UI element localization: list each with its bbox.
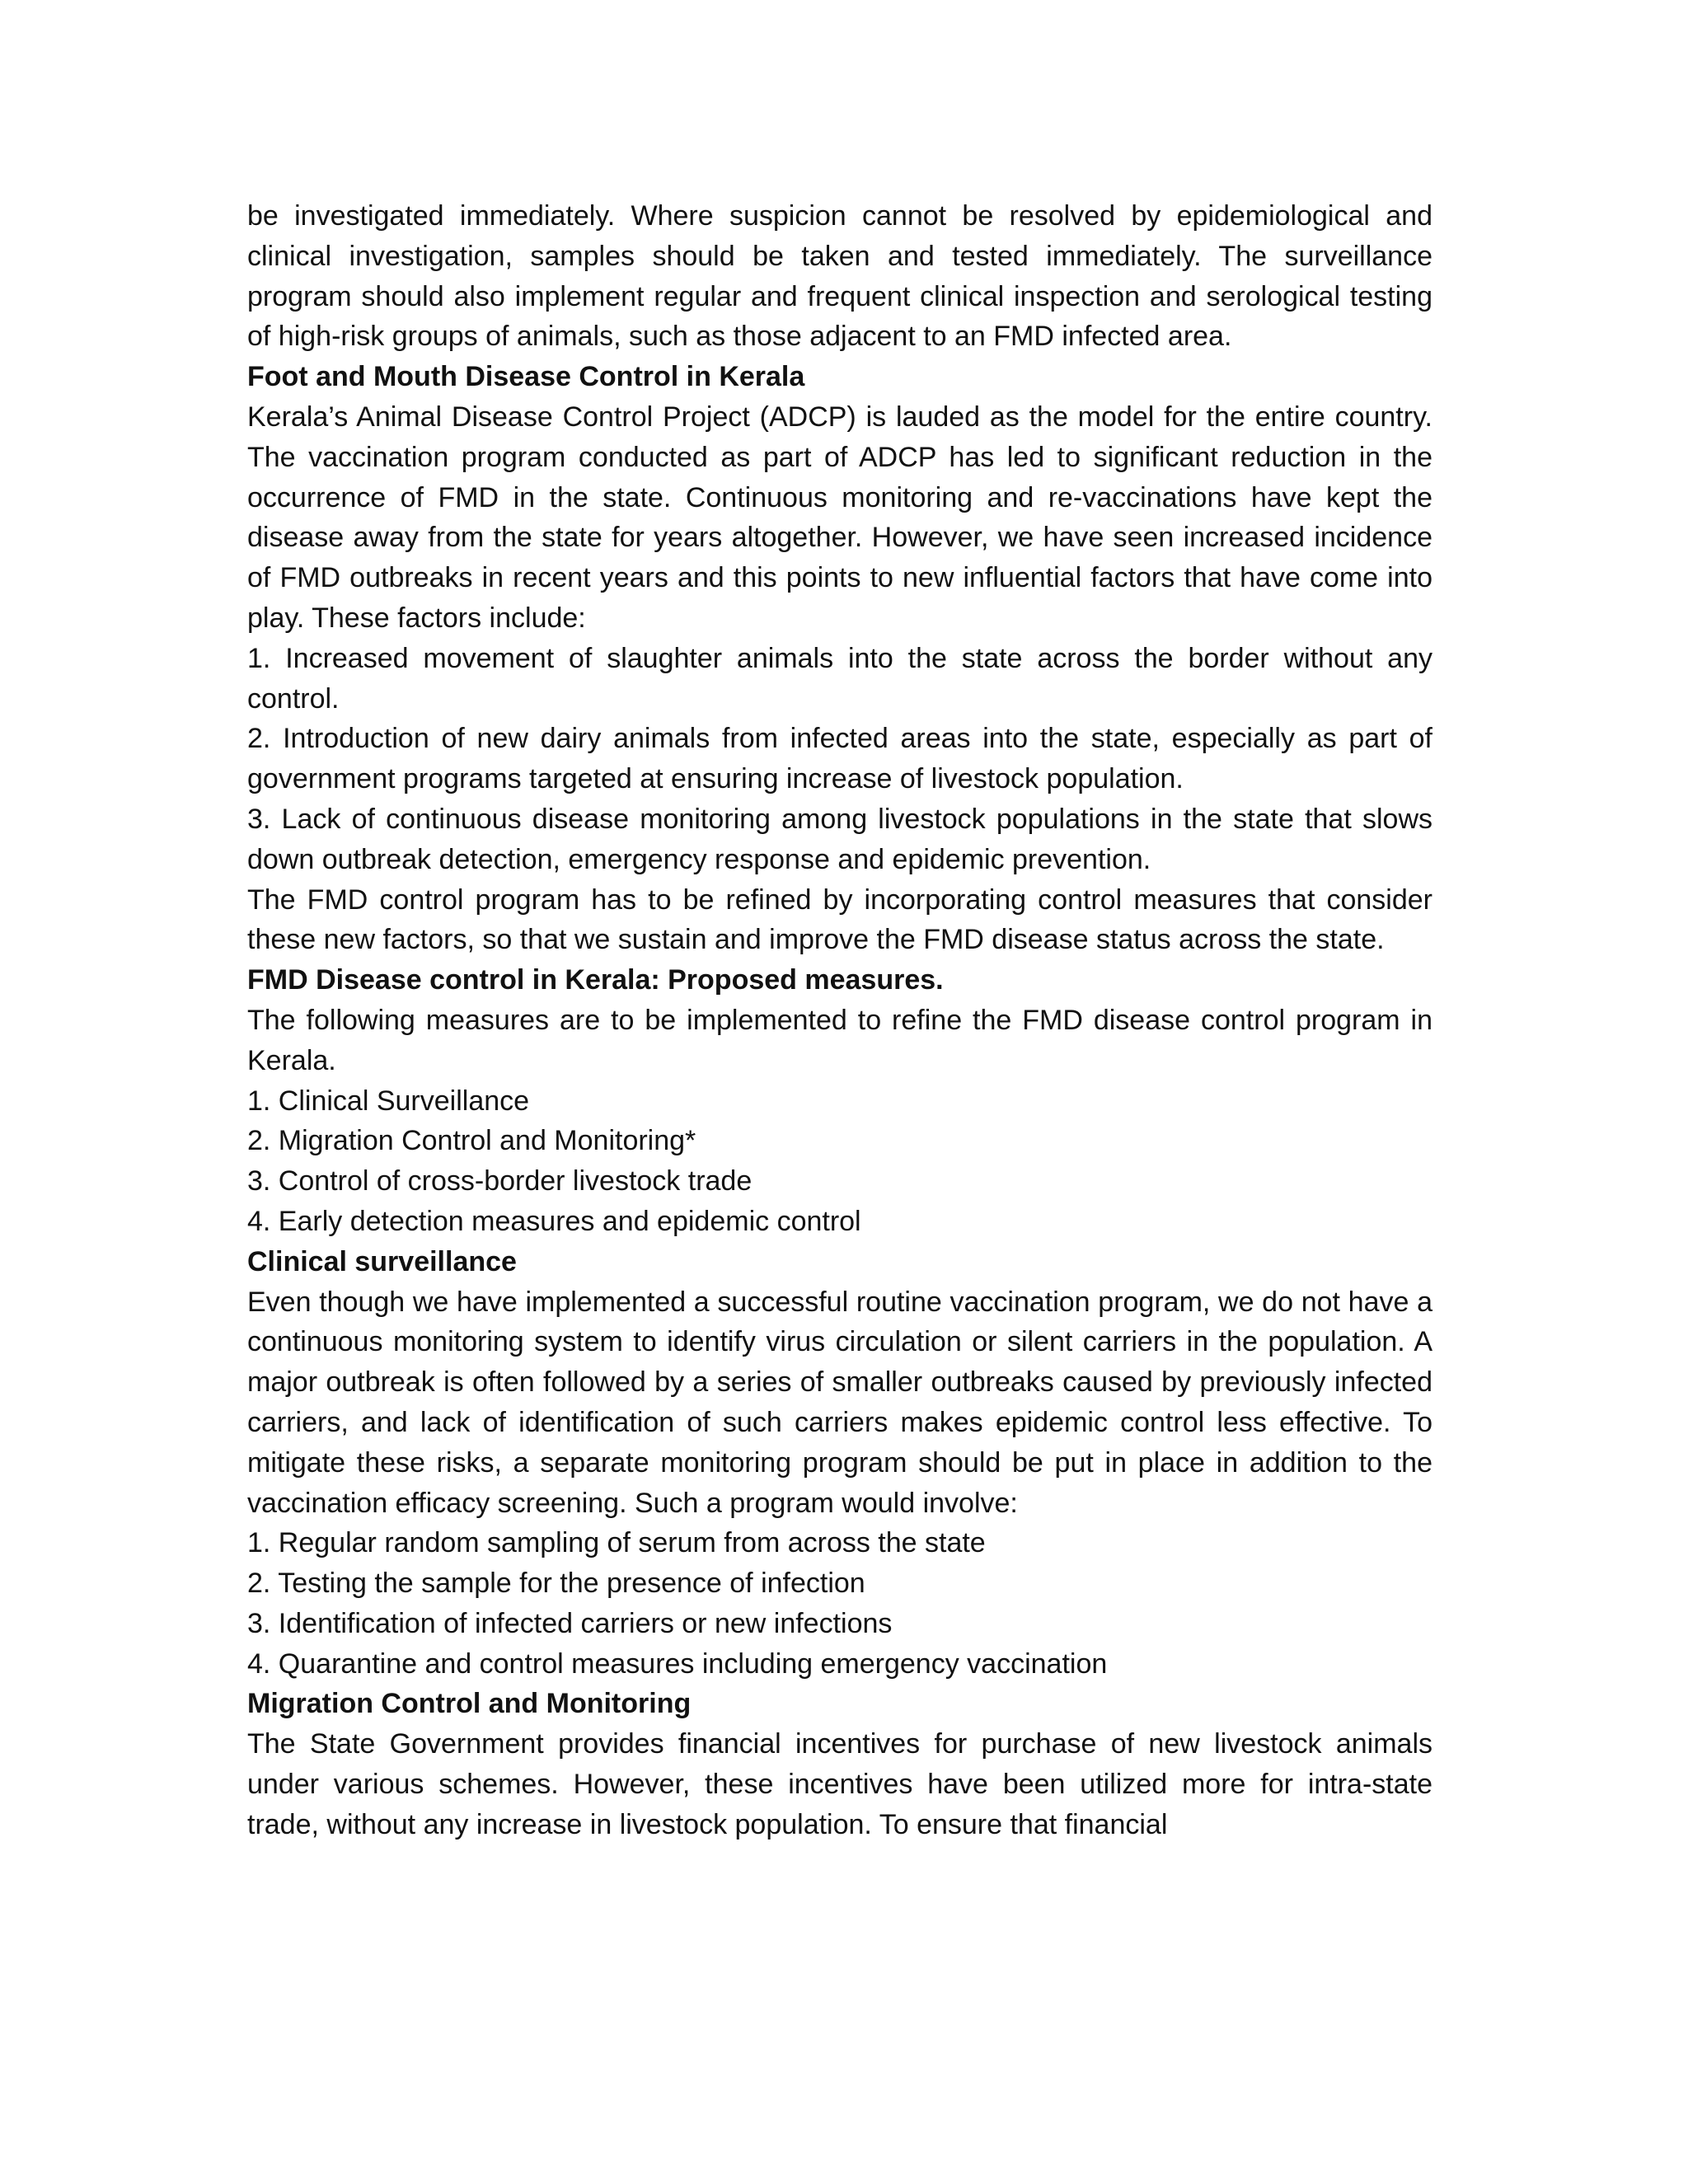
measure-item-1: 1. Clinical Surveillance: [247, 1085, 530, 1117]
surveillance-item-2: 2. Testing the sample for the presence of infection: [247, 1568, 865, 1600]
heading-proposed-measures: FMD Disease control in Kerala: Proposed measures.: [247, 964, 944, 996]
surveillance-item-1: 1. Regular random sampling of serum from across the state: [247, 1527, 986, 1559]
kerala-closing-paragraph: The FMD control program has to be refined by incorporating control measures that consider these new factors, so that we sustain and improve the FMD disease status across the state.: [247, 883, 1432, 956]
measure-item-4: 4. Early detection measures and epidemic control: [247, 1205, 861, 1237]
surveillance-paragraph: Even though we have implemented a successful routine vaccination program, we do not have a continuous monitoring system to identify virus circulation or silent carriers in the population. A major outbreak is often followed by a series of smaller outbreaks caused by previously infected carriers, and lack of identification of such carriers makes epidemic control less effective. To mitigate these risks, a separate monitoring program should be put in place in addition to the vaccination efficacy screening. Such a program would involve:: [247, 1286, 1432, 1519]
measure-item-2: 2. Migration Control and Monitoring*: [247, 1125, 696, 1157]
factor-item-3: 3. Lack of continuous disease monitoring among livestock populations in the state that slows down outbreak detection, emergency response and epidemic prevention.: [247, 803, 1432, 875]
factor-item-2: 2. Introduction of new dairy animals from infected areas into the state, especially as part of government programs targeted at ensuring increase of livestock population.: [247, 723, 1432, 795]
surveillance-item-3: 3. Identification of infected carriers or new infections: [247, 1607, 893, 1639]
measure-item-3: 3. Control of cross-border livestock trade: [247, 1165, 753, 1197]
heading-fmd-control-kerala: Foot and Mouth Disease Control in Kerala: [247, 361, 805, 393]
heading-clinical-surveillance: Clinical surveillance: [247, 1245, 517, 1277]
document-page: [247, 196, 1432, 1845]
surveillance-item-4: 4. Quarantine and control measures including emergency vaccination: [247, 1647, 1108, 1680]
measures-paragraph: The following measures are to be implemented to refine the FMD disease control program in Kerala.: [247, 1004, 1432, 1076]
factor-item-1: 1. Increased movement of slaughter animals into the state across the border without any control.: [247, 642, 1432, 715]
migration-paragraph: The State Government provides financial incentives for purchase of new livestock animals under various schemes. However, these incentives have been utilized more for intra-state trade, without any increase in livestock population. To ensure that financial: [247, 1728, 1432, 1840]
intro-paragraph: be investigated immediately. Where suspicion cannot be resolved by epidemiological and clinical investigation, samples should be taken and tested immediately. The surveillance program should also implement regular and frequent clinical inspection and serological testing of high-risk groups of animals, such as those adjacent to an FMD infected area.: [247, 200, 1432, 353]
heading-migration-control: Migration Control and Monitoring: [247, 1688, 692, 1720]
kerala-paragraph: Kerala’s Animal Disease Control Project (ADCP) is lauded as the model for the entire country. The vaccination program conducted as part of ADCP has led to significant reduction in the occurrence of FMD in the state. Continuous monitoring and re-vaccinations have kept the disease away from the state for years altogether. However, we have seen increased incidence of FMD outbreaks in recent years and this points to new influential factors that have come into play. These factors include:: [247, 401, 1432, 634]
